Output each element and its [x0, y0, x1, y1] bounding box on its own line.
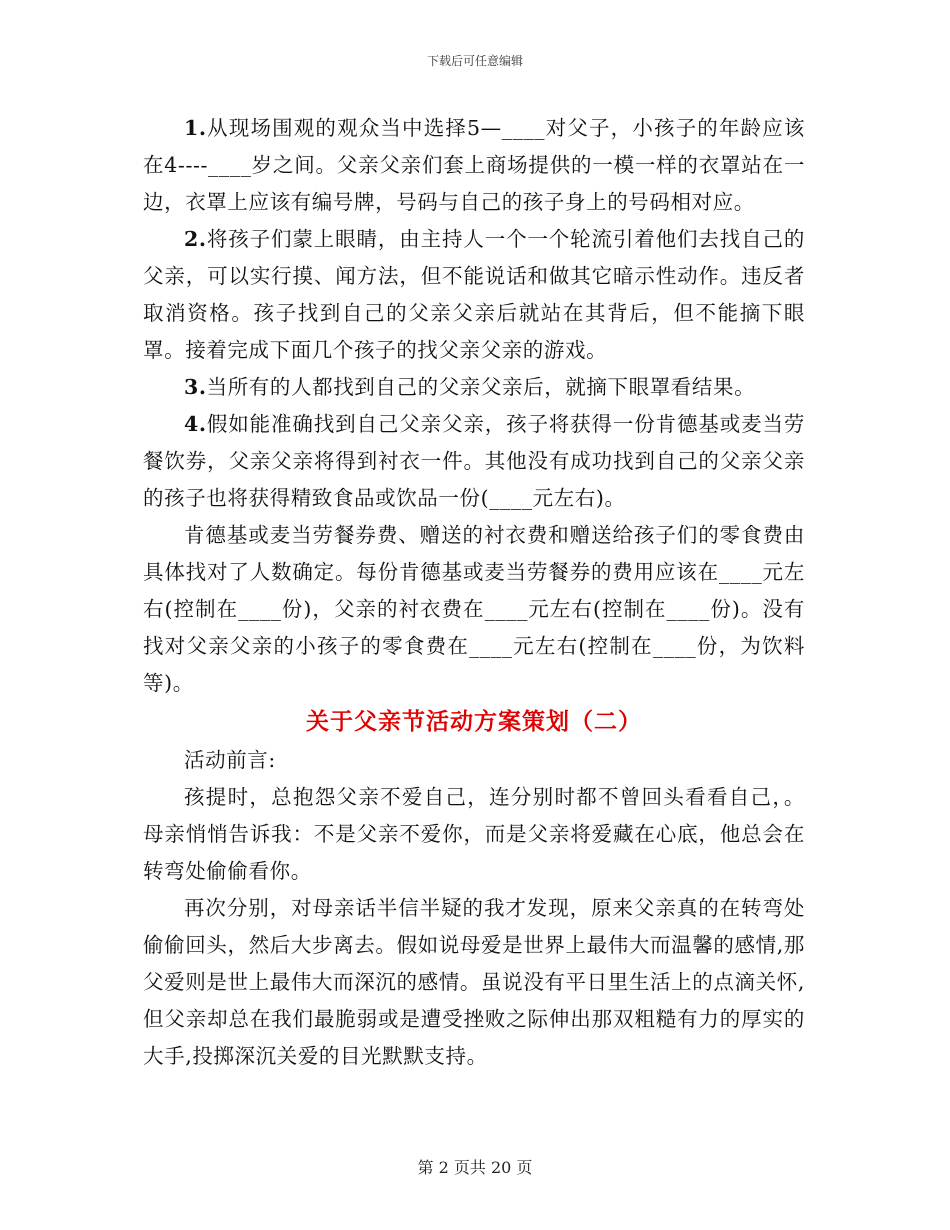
paragraph-fatherly-love: 再次分别，对母亲话半信半疑的我才发现，原来父亲真的在转弯处偷偷回头，然后大步离去。假如说母爱是世界上最伟大而温馨的感情,那父爱则是世上最伟大而深沉的感情。虽说没有平日里生活上的点滴关怀,但父亲却总在我们最脆弱或是遭受挫败之际伸出那双粗糙有力的厚实的大手,投掷深沉关爱的目光默默支持。: [143, 896, 805, 1068]
paragraph-costs: [143, 517, 805, 702]
page-header: 下载后可任意编辑: [426, 54, 523, 68]
step-number: 3.: [184, 375, 207, 399]
paragraph-step-3: [143, 369, 805, 406]
section-title: 关于父亲节活动方案策划（二）: [306, 708, 642, 735]
paragraph-text: 肯德基或麦当劳餐券费、赠送的衬衣费和赠送给孩子们的零食费由具体找对了人数确定。每份肯德基或麦当劳餐券的费用应该在____元左右(控制在____份)，父亲的衬衣费在____元左右(控制在____份)。没有找对父亲父亲的小孩子的零食费在____元左右(控制在____份，为饮料等)。: [143, 523, 805, 695]
paragraph-preface-heading: 活动前言:: [184, 748, 276, 772]
paragraph-text: 当所有的人都找到自己的父亲父亲后，就摘下眼罩看结果。: [206, 375, 756, 399]
paragraph-text: 从现场围观的观众当中选择5—____对父子，小孩子的年龄应该在4----____岁之间。父亲父亲们套上商场提供的一模一样的衣罩站在一边，衣罩上应该有编号牌，号码与自己的孩子身上的号码相对应。: [143, 116, 805, 214]
paragraph-step-4: [143, 406, 805, 517]
page-footer: 第 2 页共 20 页: [417, 1158, 533, 1177]
paragraph-step-1: [143, 110, 805, 221]
step-number: 2.: [184, 227, 207, 251]
step-number: 4.: [184, 412, 207, 436]
paragraph-text: 将孩子们蒙上眼睛，由主持人一个一个轮流引着他们去找自己的父亲，可以实行摸、闻方法，但不能说话和做其它暗示性动作。违反者取消资格。孩子找到自己的父亲父亲后就站在其背后，但不能摘下眼罩。接着完成下面几个孩子的找父亲父亲的游戏。: [143, 227, 805, 362]
paragraph-step-2: [143, 221, 805, 369]
document-body: [143, 110, 805, 1075]
step-number: 1.: [184, 116, 207, 140]
paragraph-childhood: 孩提时，总抱怨父亲不爱自己，连分别时都不曾回头看看自己，。母亲悄悄告诉我：不是父亲不爱你，而是父亲将爱藏在心底，他总会在转弯处偷偷看你。: [143, 785, 805, 883]
paragraph-text: 假如能准确找到自己父亲父亲，孩子将获得一份肯德基或麦当劳餐饮券，父亲父亲将得到衬衣一件。其他没有成功找到自己的父亲父亲的孩子也将获得精致食品或饮品一份(____元左右)。: [143, 412, 805, 510]
